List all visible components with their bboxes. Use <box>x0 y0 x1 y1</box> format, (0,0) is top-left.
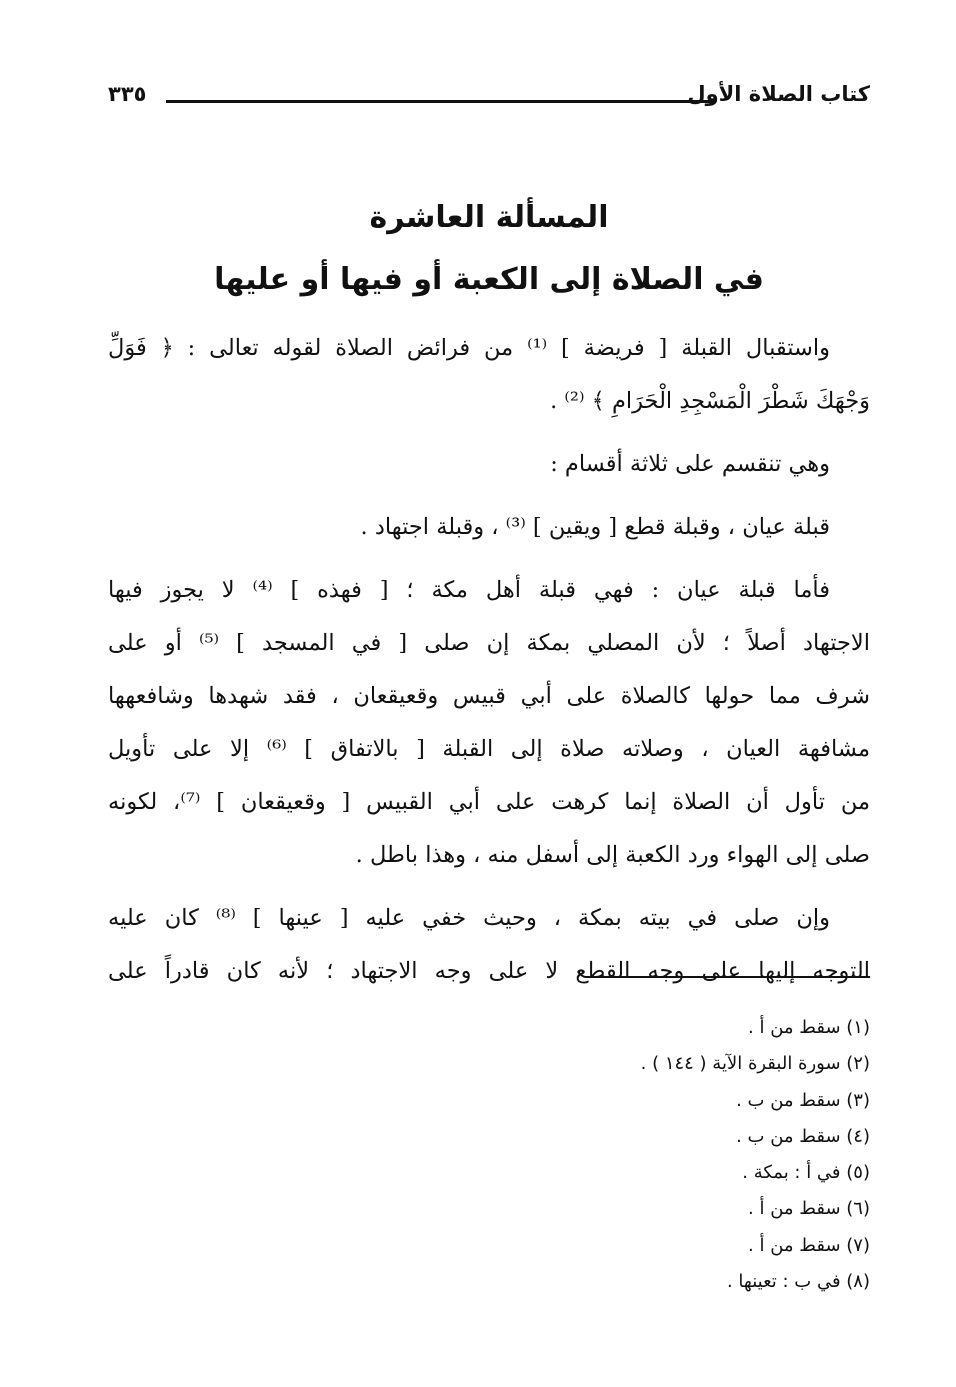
footnotes <box>270 1010 870 1300</box>
footnote-1: (١) سقط من أ . <box>748 1017 870 1038</box>
footnote-4: (٤) سقط من ب . <box>736 1125 870 1147</box>
body-line-12: التوجه إليها على وجه القطع لا على وجه الاجتهاد ؛ لأنه كان قادراً على <box>108 958 870 984</box>
body-line-7: شرف مما حولها كالصلاة على أبي قبيس وقعيقعان ، فقد شهدها وشافعهها <box>108 683 870 709</box>
body-line-4: قبلة عيان ، وقبلة قطع [ ويقين ] ⁽³⁾ ، وقبلة اجتهاد . <box>360 514 830 540</box>
header-rule <box>166 100 716 103</box>
footnote-separator <box>588 976 870 978</box>
footnote-6: (٦) سقط من أ . <box>748 1198 870 1220</box>
body-line-3: وهي تنقسم على ثلاثة أقسام : <box>550 451 830 477</box>
body-line-11: وإن صلى في بيته بمكة ، وحيث خفي عليه [ عينها ] ⁽⁸⁾ كان عليه <box>108 905 830 931</box>
topic-heading: في الصلاة إلى الكعبة أو فيها أو عليها <box>214 262 764 297</box>
body-line-8: مشافهة العيان ، وصلاته صلاة إلى القبلة [ بالاتفاق ] ⁽⁶⁾ إلا على تأويل <box>108 736 870 762</box>
body-line-2: وَجْهَكَ شَطْرَ الْمَسْجِدِ الْحَرَامِ ﴾ ⁽²⁾ . <box>550 388 870 414</box>
running-header <box>108 82 870 122</box>
footnote-2: (٢) سورة البقرة الآية ( ١٤٤ ) . <box>640 1053 870 1075</box>
page-number: ٣٣٥ <box>108 82 147 106</box>
issue-heading: المسألة العاشرة <box>369 200 609 235</box>
body-line-6: الاجتهاد أصلاً ؛ لأن المصلي بمكة إن صلى [ في المسجد ] ⁽⁵⁾ أو على <box>108 630 870 656</box>
footnote-3: (٣) سقط من ب . <box>736 1089 870 1111</box>
body-line-1: واستقبال القبلة [ فريضة ] ⁽¹⁾ من فرائض الصلاة لقوله تعالى : ﴿ فَوَلِّ <box>108 335 831 361</box>
footnote-5: (٥) في أ : بمكة . <box>742 1162 870 1184</box>
body-line-5: فأما قبلة عيان : فهي قبلة أهل مكة ؛ [ فهذه ] ⁽⁴⁾ لا يجوز فيها <box>108 577 830 603</box>
book-title: كتاب الصلاة الأول <box>687 82 870 106</box>
body-line-9: من تأول أن الصلاة إنما كرهت على أبي القبيس [ وقعيقعان ] ⁽⁷⁾، لكونه <box>108 789 870 815</box>
body-text <box>108 322 870 998</box>
footnote-7: (٧) سقط من أ . <box>748 1234 870 1256</box>
body-line-10: صلى إلى الهواء ورد الكعبة إلى أسفل منه ، وهذا باطل . <box>355 842 870 868</box>
footnote-8: (٨) في ب : تعينها . <box>726 1271 870 1293</box>
